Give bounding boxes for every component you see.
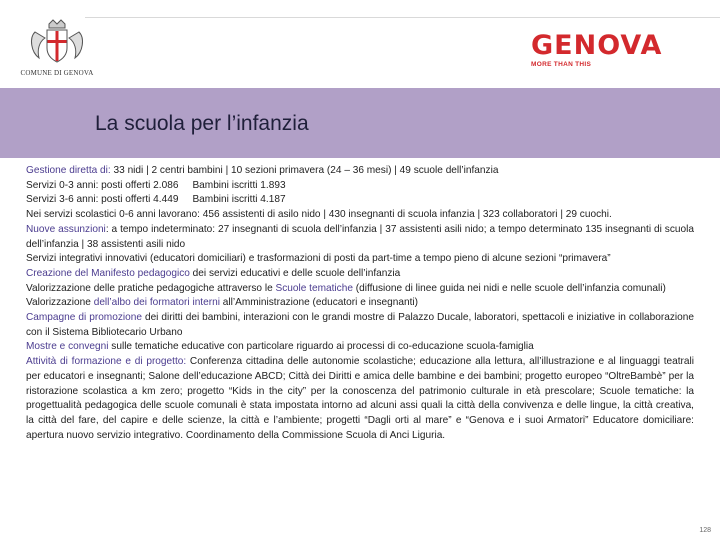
text-albo-b: all’Amministrazione (educatori e insegnanti)	[219, 297, 418, 309]
crest-emblem-icon	[27, 18, 87, 68]
paragraph-manifesto	[26, 267, 694, 282]
text-assunzioni: : a tempo indeterminato: 27 insegnanti di scuola dell’infanzia | 37 assistenti asili nido; a tempo determinato 135 insegnanti di scuola dell’infanzia | 38 assistenti asili nido	[26, 223, 694, 250]
paragraph-campagne	[26, 311, 694, 340]
paragraph-servizi-3-6	[26, 193, 694, 208]
content-body	[26, 164, 694, 443]
paragraph-gestione	[26, 164, 694, 179]
header-divider	[85, 17, 720, 18]
brand-wordmark: GENOVA	[531, 30, 663, 61]
text-mostre: sulle tematiche educative con particolare riguardo ai processi di co-educazione scuola-famiglia	[108, 341, 534, 353]
text-iscritti-3-6: Bambini iscritti 4.187	[192, 194, 286, 206]
label-scuole-tematiche: Scuole tematiche	[275, 282, 353, 294]
text-servizi-0-3: Servizi 0-3 anni: posti offerti 2.086	[26, 179, 179, 191]
text-formazione: Conferenza cittadina delle autonomie scolastiche; educazione alla lettura, all’illustrazione e al linguaggi teatrali per educatori e insegnanti; Salone dell’educazione ABCD; Città dei Diritti e amica delle bambine e dei bambini; progetto europeo “OltreBambè” per la ristorazione scolastica a km zero; progetto “Kids in the city” per la conoscenza del patrimonio culturale in età prescolare; Scuole tematiche: la progettualità pedagogica delle scuole comunali è stata impostata intorno ad alcuni assi quali la città della convivenza e delle lingue, la città creativa, la città del fare, del capire e delle scienze, la città e l’ambiente; progetti “Dagli orti al mare” e “Genova e i suoi Armatori” Educatore domiciliare: apertura nuovo servizio integrativo. Coordinamento della Commissione Scuola di Anci Liguria.	[26, 356, 694, 441]
genova-brand-logo	[531, 32, 706, 72]
page-title: La scuola per l’infanzia	[95, 112, 309, 135]
text-gestione: 33 nidi | 2 centri bambini | 10 sezioni primavera (24 – 36 mesi) | 49 scuole dell’infanzia	[110, 165, 499, 176]
paragraph-servizi-0-3	[26, 179, 694, 194]
text-servizi-3-6: Servizi 3-6 anni: posti offerti 4.449	[26, 194, 179, 206]
text-personale: Nei servizi scolastici 0-6 anni lavorano: 456 assistenti di asilo nido | 430 insegnanti di scuola infanzia | 323 collaboratori | 29 cuochi.	[26, 209, 612, 221]
page-number: 128	[699, 527, 711, 534]
paragraph-mostre	[26, 340, 694, 355]
label-assunzioni: Nuove assunzioni	[26, 223, 106, 235]
label-mostre: Mostre e convegni	[26, 341, 109, 353]
crest-caption: COMUNE DI GENOVA	[20, 69, 94, 77]
title-band	[0, 88, 720, 158]
label-albo-formatori: dell’albo dei formatori interni	[93, 297, 220, 309]
paragraph-personale	[26, 208, 694, 223]
comune-crest-logo	[16, 18, 98, 80]
text-scuole-tematiche-b: (diffusione di linee guida nei nidi e nelle scuole dell’infanzia comunali)	[352, 282, 666, 294]
paragraph-scuole-tematiche	[26, 282, 694, 297]
paragraph-albo-formatori	[26, 296, 694, 311]
text-albo-a: Valorizzazione	[26, 297, 94, 309]
paragraph-formazione	[26, 355, 694, 443]
text-campagne: dei diritti dei bambini, interazioni con le grandi mostre di Palazzo Ducale, laboratori, spettacoli e iniziative in collaborazione con il Sistema Bibliotecario Urbano	[26, 312, 695, 338]
text-servizi-integrativi: Servizi integrativi innovativi (educatori domiciliari) e trasformazioni di posti da part-time a tempo pieno di alcune sezioni “primavera”	[26, 253, 611, 265]
paragraph-assunzioni	[26, 223, 694, 252]
text-scuole-tematiche-a: Valorizzazione delle pratiche pedagogiche attraverso le	[26, 282, 276, 294]
text-manifesto: dei servizi educativi e delle scuole dell’infanzia	[189, 267, 401, 279]
label-manifesto: Creazione del Manifesto pedagogico	[26, 267, 190, 279]
text-iscritti-0-3: Bambini iscritti 1.893	[192, 179, 286, 191]
label-formazione: Attività di formazione e di progetto:	[26, 356, 187, 368]
label-campagne: Campagne di promozione	[26, 312, 142, 324]
label-gestione: Gestione diretta di:	[26, 165, 111, 176]
paragraph-servizi-integrativi	[26, 252, 694, 267]
brand-tagline: MORE THAN THIS	[531, 61, 592, 68]
